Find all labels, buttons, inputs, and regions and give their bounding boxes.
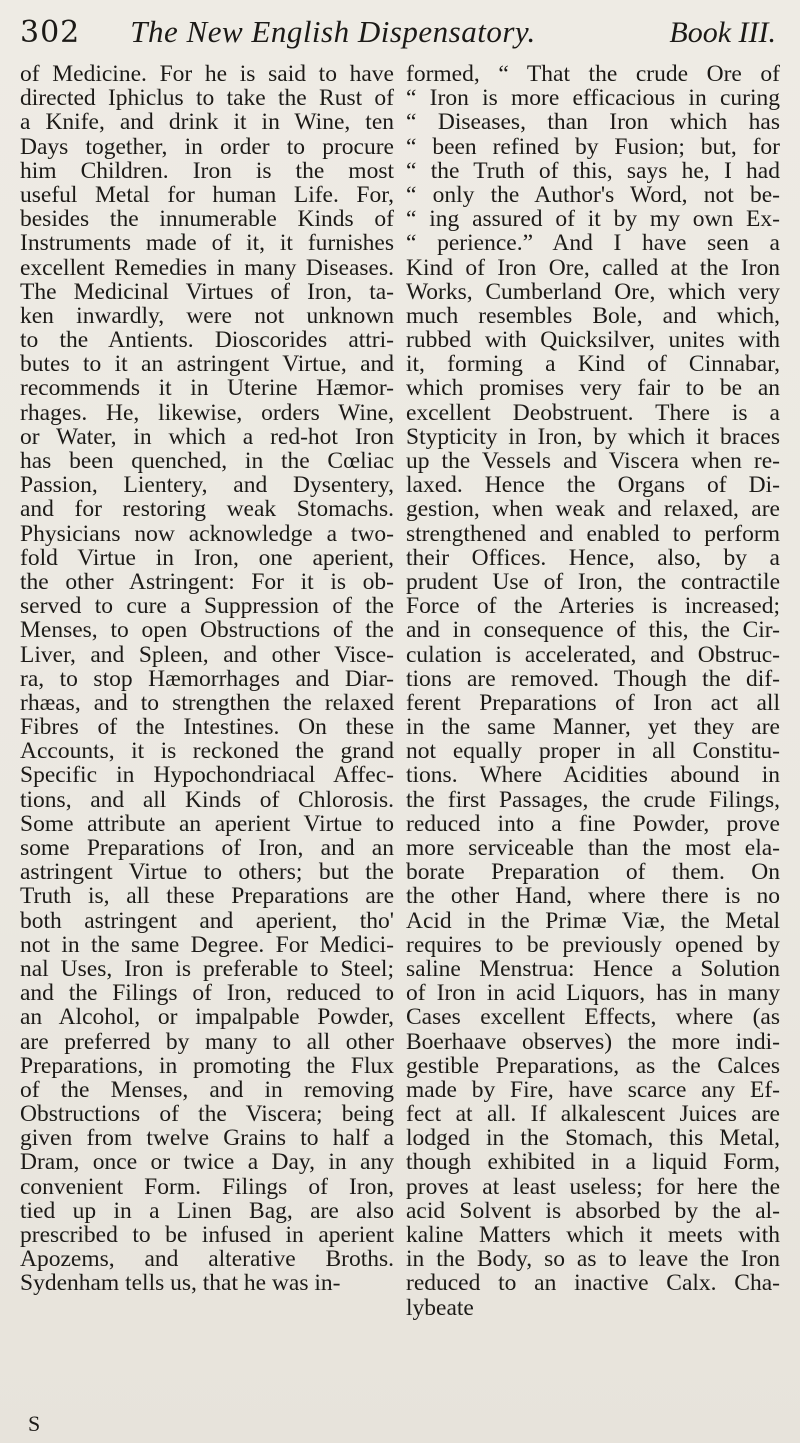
text-columns <box>20 62 780 1413</box>
text-line: the first Passages, the crude Filings, <box>406 787 780 812</box>
signature-mark: S <box>28 1411 41 1436</box>
text-line: Accounts, it is reckoned the grand <box>20 739 394 764</box>
text-line: Days together, in order to procure <box>20 134 394 159</box>
text-line: recommends it in Uterine Hæmor- <box>20 376 394 401</box>
text-line: “ the Truth of this, says he, I had <box>406 158 780 183</box>
text-line: “ ing assured of it by my own Ex- <box>406 207 780 232</box>
text-line: tions, and all Kinds of Chlorosis. <box>20 787 394 812</box>
text-line: “ been refined by Fusion; but, for <box>406 134 780 159</box>
text-line: convenient Form. Filings of Iron, <box>20 1174 394 1199</box>
text-line: Acid in the Primæ Viæ, the Metal <box>406 908 780 933</box>
text-line: to the Antients. Dioscorides attri- <box>20 328 394 353</box>
text-line: lodged in the Stomach, this Metal, <box>406 1126 780 1151</box>
text-line: though exhibited in a liquid Form, <box>406 1150 780 1175</box>
text-line: rhæas, and to strengthen the relaxed <box>20 690 394 716</box>
text-line: in the Body, so as to leave the Iron <box>406 1247 780 1272</box>
text-line: “ Diseases, than Iron which has <box>406 110 780 135</box>
text-line: are preferred by many to all other <box>20 1029 394 1054</box>
text-line: which promises very fair to be an <box>406 376 780 401</box>
text-line: saline Menstrua: Hence a Solution <box>406 956 780 982</box>
text-line: useful Metal for human Life. For, <box>20 182 394 208</box>
text-line: has been quenched, in the Cœliac <box>20 449 394 474</box>
text-line: tied up in a Linen Bag, are also <box>20 1198 394 1223</box>
left-column <box>20 62 394 1413</box>
text-line: acid Solvent is absorbed by the al- <box>406 1198 780 1223</box>
text-line: Works, Cumberland Ore, which very <box>406 279 780 304</box>
text-line: formed, “ That the crude Ore of <box>406 62 780 87</box>
text-line: Force of the Arteries is increased; <box>406 594 780 619</box>
text-line: fect at all. If alkalescent Juices are <box>406 1102 780 1127</box>
text-line: directed Iphiclus to take the Rust of <box>20 86 394 111</box>
text-line: “ Iron is more efficacious in curing <box>406 86 780 111</box>
text-line: laxed. Hence the Organs of Di- <box>406 473 780 498</box>
text-line: the other Hand, where there is no <box>406 884 780 909</box>
text-line: kaline Matters which it meets with <box>406 1223 780 1248</box>
text-line: it, forming a Kind of Cinnabar, <box>406 352 780 377</box>
text-line: ferent Preparations of Iron act all <box>406 690 780 716</box>
text-line: and for restoring weak Stomachs. <box>20 497 394 522</box>
page-number: 302 <box>20 15 81 50</box>
text-line: butes to it an astringent Virtue, and <box>20 352 394 377</box>
text-line: “ only the Author's Word, not be- <box>406 182 780 208</box>
text-line: Physicians now acknowledge a two- <box>20 521 394 546</box>
page-header <box>20 14 776 58</box>
text-line: prescribed to be infused in aperient <box>20 1223 394 1248</box>
text-line: fold Virtue in Iron, one aperient, <box>20 545 394 570</box>
text-line: and the Filings of Iron, reduced to <box>20 981 394 1006</box>
text-line: Obstructions of the Viscera; being <box>20 1102 394 1127</box>
text-line: astringent Virtue to others; but the <box>20 860 394 885</box>
text-line: Kind of Iron Ore, called at the Iron <box>406 255 780 280</box>
text-line: requires to be previously opened by <box>406 932 780 957</box>
text-line: Dram, once or twice a Day, in any <box>20 1150 394 1175</box>
text-line: Truth is, all these Preparations are <box>20 884 394 909</box>
text-line: reduced into a fine Powder, prove <box>406 811 780 836</box>
text-line: tions are removed. Though the dif- <box>406 666 780 691</box>
text-line: served to cure a Suppression of the <box>20 594 394 619</box>
text-line: gestion, when weak and relaxed, are <box>406 497 780 522</box>
text-line: “ perience.” And I have seen a <box>406 231 780 256</box>
text-line: excellent Remedies in many Diseases. <box>20 255 394 280</box>
text-line: Stypticity in Iron, by which it braces <box>406 424 780 449</box>
text-line: given from twelve Grains to half a <box>20 1126 394 1151</box>
text-line: him Children. Iron is the most <box>20 158 394 183</box>
text-line: not in the same Degree. For Medici- <box>20 932 394 957</box>
text-line: The Medicinal Virtues of Iron, ta- <box>20 279 394 304</box>
text-line: of Iron in acid Liquors, has in many <box>406 981 780 1006</box>
text-line: a Knife, and drink it in Wine, ten <box>20 110 394 135</box>
text-line: Fibres of the Intestines. On these <box>20 715 394 740</box>
text-line: of Medicine. For he is said to have <box>20 62 394 87</box>
text-line: their Offices. Hence, also, by a <box>406 545 780 570</box>
text-line: borate Preparation of them. On <box>406 860 780 885</box>
text-line: reduced to an inactive Calx. Cha- <box>406 1271 780 1296</box>
text-line: strengthened and enabled to perform <box>406 521 780 546</box>
text-line: much resembles Bole, and which, <box>406 303 780 329</box>
book-label: Book III. <box>669 16 776 49</box>
text-line: culation is accelerated, and Obstruc- <box>406 642 780 667</box>
text-line: ken inwardly, were not unknown <box>20 303 394 329</box>
text-line: some Preparations of Iron, and an <box>20 836 394 861</box>
text-line: tions. Where Acidities abound in <box>406 763 780 788</box>
text-line: an Alcohol, or impalpable Powder, <box>20 1005 394 1030</box>
text-line: Preparations, in promoting the Flux <box>20 1053 394 1078</box>
text-line: up the Vessels and Viscera when re- <box>406 449 780 474</box>
text-line: more serviceable than the most ela- <box>406 836 780 861</box>
text-line: Liver, and Spleen, and other Visce- <box>20 642 394 667</box>
text-line: lybeate <box>406 1295 474 1320</box>
text-line: Cases excellent Effects, where (as <box>406 1005 780 1030</box>
text-line: proves at least useless; for here the <box>406 1174 780 1199</box>
right-column <box>406 62 780 1413</box>
text-line: Some attribute an aperient Virtue to <box>20 811 394 836</box>
running-title: The New English Dispensatory. <box>130 14 536 49</box>
text-line: nal Uses, Iron is preferable to Steel; <box>20 956 394 982</box>
text-line: ra, to stop Hæmorrhages and Diar- <box>20 666 394 691</box>
text-line: rubbed with Quicksilver, unites with <box>406 328 780 353</box>
text-line: not equally proper in all Constitu- <box>406 739 780 764</box>
text-line: Specific in Hypochondriacal Affec- <box>20 763 394 788</box>
text-line: and in consequence of this, the Cir- <box>406 618 780 643</box>
text-line: the other Astringent: For it is ob- <box>20 569 394 595</box>
text-line: or Water, in which a red-hot Iron <box>20 424 394 449</box>
text-line: besides the innumerable Kinds of <box>20 207 394 232</box>
text-line: both astringent and aperient, tho' <box>20 908 394 933</box>
text-line: Passion, Lientery, and Dysentery, <box>20 473 394 498</box>
text-line: Boerhaave observes) the more indi- <box>406 1029 780 1054</box>
text-line: prudent Use of Iron, the contractile <box>406 569 780 595</box>
text-line: of the Menses, and in removing <box>20 1077 394 1103</box>
text-line: made by Fire, have scarce any Ef- <box>406 1077 780 1103</box>
text-line: Sydenham tells us, that he was in- <box>20 1271 341 1296</box>
text-line: Apozems, and alterative Broths. <box>20 1247 394 1272</box>
text-line: in the same Manner, yet they are <box>406 715 780 740</box>
text-line: Menses, to open Obstructions of the <box>20 618 394 643</box>
text-line: excellent Deobstruent. There is a <box>406 400 780 425</box>
text-line: rhages. He, likewise, orders Wine, <box>20 400 394 425</box>
text-line: Instruments made of it, it furnishes <box>20 231 394 256</box>
text-line: gestible Preparations, as the Calces <box>406 1053 780 1078</box>
